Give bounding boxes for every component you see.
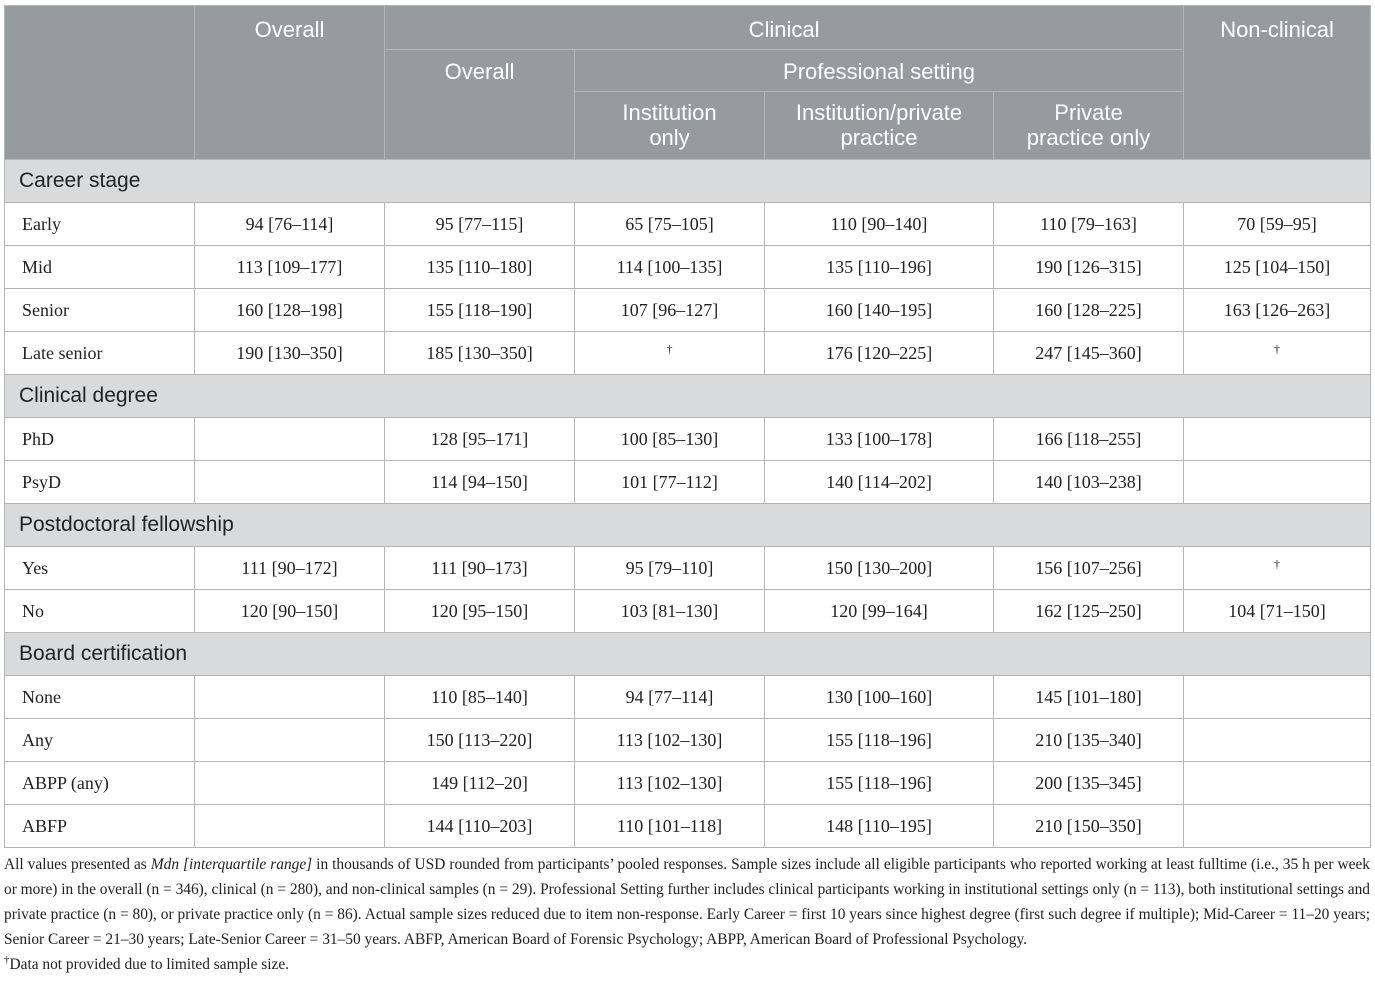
table-cell: 145 [101–180]	[994, 676, 1184, 719]
table-cell: 110 [90–140]	[765, 203, 994, 246]
table-cell: 160 [128–225]	[994, 289, 1184, 332]
section-title: Postdoctoral fellowship	[5, 504, 1371, 547]
table-cell: 160 [140–195]	[765, 289, 994, 332]
table-cell: 135 [110–180]	[385, 246, 575, 289]
table-cell: 185 [130–350]	[385, 332, 575, 375]
table-row	[5, 547, 1371, 590]
table-cell: 103 [81–130]	[575, 590, 765, 633]
table-cell: 120 [90–150]	[195, 590, 385, 633]
notes-main: All values presented as Mdn [interquartile range] in thousands of USD rounded from participants’ pooled responses. Sample sizes include all eligible participants who reported working at least fulltime (i.e., 35 h per week or more) in the overall (n = 346), clinical (n = 280), and non-clinical samples (n = 29). Professional Setting further includes clinical participants working in institutional settings only (n = 113), both institutional settings and private practice (n = 80), or private practice only (n = 86). Actual sample sizes reduced due to item non-response. Early Career = first 10 years since highest degree (first such degree if multiple); Mid-Career = 11–20 years; Senior Career = 21–30 years; Late-Senior Career = 31–50 years. ABFP, American Board of Forensic Psychology; ABPP, American Board of Professional Psychology.	[4, 856, 1370, 948]
table-row	[5, 289, 1371, 332]
header-private-only: Private practice only	[994, 92, 1184, 160]
table-row	[5, 461, 1371, 504]
row-label: PsyD	[5, 461, 195, 504]
header-institution-only: Institution only	[575, 92, 765, 160]
table-cell	[1184, 805, 1371, 848]
table-cell	[195, 762, 385, 805]
table-cell: 120 [99–164]	[765, 590, 994, 633]
header-non-clinical: Non-clinical	[1184, 6, 1371, 160]
table-cell: 110 [85–140]	[385, 676, 575, 719]
table-cell: 95 [77–115]	[385, 203, 575, 246]
table-row	[5, 332, 1371, 375]
table-cell: 110 [101–118]	[575, 805, 765, 848]
section-row	[5, 504, 1371, 547]
table-row	[5, 762, 1371, 805]
section-title: Clinical degree	[5, 375, 1371, 418]
table-cell: 114 [100–135]	[575, 246, 765, 289]
row-label: Senior	[5, 289, 195, 332]
table-cell: 110 [79–163]	[994, 203, 1184, 246]
table-cell: 156 [107–256]	[994, 547, 1184, 590]
table-cell: 155 [118–196]	[765, 762, 994, 805]
table-cell: 94 [77–114]	[575, 676, 765, 719]
table-cell: 144 [110–203]	[385, 805, 575, 848]
table-cell	[575, 332, 765, 375]
row-label: No	[5, 590, 195, 633]
header-clinical-overall: Overall	[385, 50, 575, 160]
table-cell: 114 [94–150]	[385, 461, 575, 504]
table-cell	[195, 418, 385, 461]
table-row	[5, 676, 1371, 719]
table-row	[5, 203, 1371, 246]
table-cell: 135 [110–196]	[765, 246, 994, 289]
table-header	[5, 6, 1371, 160]
row-label: Any	[5, 719, 195, 762]
table-cell: 133 [100–178]	[765, 418, 994, 461]
table-cell	[195, 805, 385, 848]
table-cell: 101 [77–112]	[575, 461, 765, 504]
dagger-mark: †	[666, 341, 673, 356]
row-label: Yes	[5, 547, 195, 590]
notes-dagger: †Data not provided due to limited sample size.	[4, 953, 290, 973]
header-institution-private: Institution/private practice	[765, 92, 994, 160]
table-cell	[195, 461, 385, 504]
table-row	[5, 418, 1371, 461]
table-cell: 210 [150–350]	[994, 805, 1184, 848]
dagger-mark: †	[1274, 341, 1281, 356]
table-cell: 95 [79–110]	[575, 547, 765, 590]
table-cell	[1184, 332, 1371, 375]
table-cell: 111 [90–173]	[385, 547, 575, 590]
table-cell: 163 [126–263]	[1184, 289, 1371, 332]
table-cell: 176 [120–225]	[765, 332, 994, 375]
table-cell: 149 [112–20]	[385, 762, 575, 805]
salary-table	[4, 5, 1371, 848]
table-cell: 113 [102–130]	[575, 719, 765, 762]
table-cell: 120 [95–150]	[385, 590, 575, 633]
table-body	[5, 160, 1371, 848]
table-cell: 100 [85–130]	[575, 418, 765, 461]
table-cell: 166 [118–255]	[994, 418, 1184, 461]
table-cell	[195, 719, 385, 762]
table-cell	[1184, 762, 1371, 805]
row-label: Early	[5, 203, 195, 246]
row-label: Late senior	[5, 332, 195, 375]
table-cell: 150 [113–220]	[385, 719, 575, 762]
table-row	[5, 719, 1371, 762]
table-cell: 190 [126–315]	[994, 246, 1184, 289]
section-title: Career stage	[5, 160, 1371, 203]
row-label: ABFP	[5, 805, 195, 848]
header-corner	[5, 6, 195, 160]
row-label: None	[5, 676, 195, 719]
header-clinical: Clinical	[385, 6, 1184, 50]
row-label: ABPP (any)	[5, 762, 195, 805]
table-cell: 128 [95–171]	[385, 418, 575, 461]
table-cell: 130 [100–160]	[765, 676, 994, 719]
table-cell: 107 [96–127]	[575, 289, 765, 332]
row-label: Mid	[5, 246, 195, 289]
header-professional-setting: Professional setting	[575, 50, 1184, 92]
table-cell: 140 [103–238]	[994, 461, 1184, 504]
table-cell: 125 [104–150]	[1184, 246, 1371, 289]
table-cell: 70 [59–95]	[1184, 203, 1371, 246]
table-row	[5, 805, 1371, 848]
table-cell	[1184, 418, 1371, 461]
table-cell: 160 [128–198]	[195, 289, 385, 332]
table-cell	[1184, 461, 1371, 504]
table-cell	[1184, 676, 1371, 719]
table-cell: 113 [109–177]	[195, 246, 385, 289]
table-cell: 111 [90–172]	[195, 547, 385, 590]
dagger-mark: †	[1274, 556, 1281, 571]
section-title: Board certification	[5, 633, 1371, 676]
table-cell: 113 [102–130]	[575, 762, 765, 805]
table-cell	[1184, 547, 1371, 590]
table-cell: 200 [135–345]	[994, 762, 1184, 805]
row-label: PhD	[5, 418, 195, 461]
table-cell: 150 [130–200]	[765, 547, 994, 590]
table-cell: 210 [135–340]	[994, 719, 1184, 762]
table-cell: 65 [75–105]	[575, 203, 765, 246]
section-row	[5, 160, 1371, 203]
header-overall: Overall	[195, 6, 385, 160]
table-cell: 94 [76–114]	[195, 203, 385, 246]
table-row	[5, 246, 1371, 289]
section-row	[5, 375, 1371, 418]
table-notes	[4, 852, 1370, 977]
table-cell: 190 [130–350]	[195, 332, 385, 375]
table-cell	[1184, 719, 1371, 762]
table-cell	[195, 676, 385, 719]
table-cell: 162 [125–250]	[994, 590, 1184, 633]
table-row	[5, 590, 1371, 633]
section-row	[5, 633, 1371, 676]
table-cell: 155 [118–190]	[385, 289, 575, 332]
table-cell: 148 [110–195]	[765, 805, 994, 848]
table-cell: 247 [145–360]	[994, 332, 1184, 375]
table-cell: 104 [71–150]	[1184, 590, 1371, 633]
table-cell: 140 [114–202]	[765, 461, 994, 504]
table-cell: 155 [118–196]	[765, 719, 994, 762]
